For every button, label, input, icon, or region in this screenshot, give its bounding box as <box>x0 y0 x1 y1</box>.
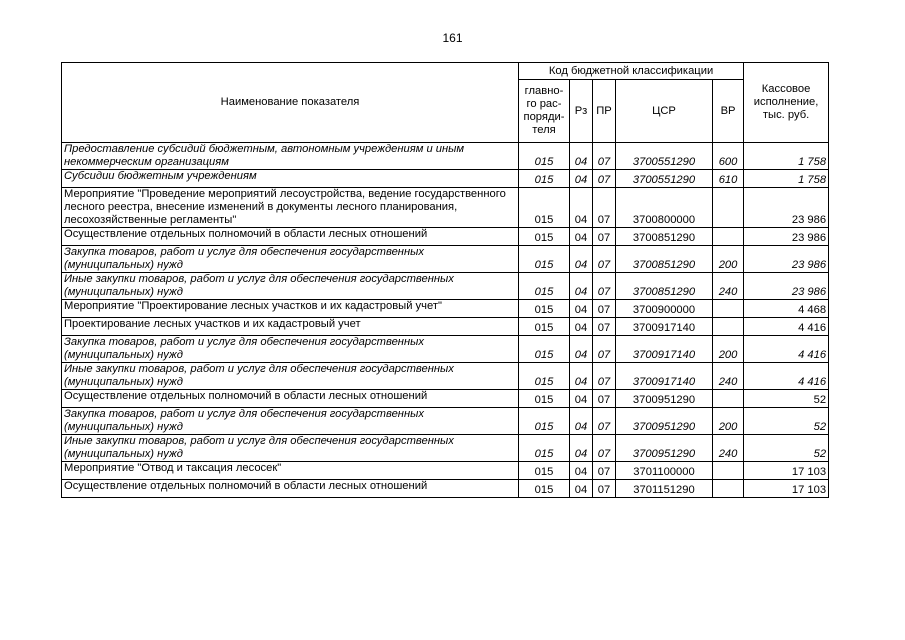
table-row <box>62 300 829 318</box>
row-gr: 015 <box>519 188 570 228</box>
row-sum: 23 986 <box>744 273 829 300</box>
row-sum: 4 416 <box>744 318 829 336</box>
row-csr: 3700900000 <box>616 300 713 318</box>
row-rz: 04 <box>570 462 593 480</box>
row-gr: 015 <box>519 318 570 336</box>
row-pr: 07 <box>593 143 616 170</box>
header-gr: главно-го рас-поряди-теля <box>519 80 570 143</box>
row-pr: 07 <box>593 228 616 246</box>
table-row <box>62 480 829 498</box>
table-row <box>62 228 829 246</box>
row-gr: 015 <box>519 336 570 363</box>
row-rz: 04 <box>570 408 593 435</box>
row-gr: 015 <box>519 300 570 318</box>
table-row <box>62 318 829 336</box>
row-pr: 07 <box>593 318 616 336</box>
table-row <box>62 435 829 462</box>
row-csr: 3700551290 <box>616 170 713 188</box>
row-rz: 04 <box>570 435 593 462</box>
table-row <box>62 246 829 273</box>
row-sum: 1 758 <box>744 143 829 170</box>
row-sum: 23 986 <box>744 188 829 228</box>
row-pr: 07 <box>593 480 616 498</box>
row-rz: 04 <box>570 300 593 318</box>
row-csr: 3701100000 <box>616 462 713 480</box>
row-vr <box>713 318 744 336</box>
row-vr <box>713 300 744 318</box>
row-pr: 07 <box>593 336 616 363</box>
row-name: Закупка товаров, работ и услуг для обеспечения государственных (муниципальных) нужд <box>62 336 519 363</box>
row-csr: 3700851290 <box>616 273 713 300</box>
row-pr: 07 <box>593 300 616 318</box>
row-vr: 240 <box>713 435 744 462</box>
row-sum: 17 103 <box>744 480 829 498</box>
row-pr: 07 <box>593 408 616 435</box>
row-name: Иные закупки товаров, работ и услуг для обеспечения государственных (муниципальных) нужд <box>62 363 519 390</box>
row-vr <box>713 390 744 408</box>
row-gr: 015 <box>519 435 570 462</box>
row-name: Субсидии бюджетным учреждениям <box>62 170 519 188</box>
row-rz: 04 <box>570 273 593 300</box>
row-pr: 07 <box>593 435 616 462</box>
row-name: Мероприятие "Отвод и таксация лесосек" <box>62 462 519 480</box>
row-pr: 07 <box>593 170 616 188</box>
row-csr: 3700851290 <box>616 246 713 273</box>
row-gr: 015 <box>519 170 570 188</box>
row-gr: 015 <box>519 363 570 390</box>
row-sum: 4 416 <box>744 363 829 390</box>
row-name: Иные закупки товаров, работ и услуг для обеспечения государственных (муниципальных) нужд <box>62 435 519 462</box>
row-rz: 04 <box>570 170 593 188</box>
row-gr: 015 <box>519 228 570 246</box>
row-name: Мероприятие "Проведение мероприятий лесоустройства, ведение государственного лесного реестра, внесение изменений в документы лесного планирования, лесохозяйственные регламенты" <box>62 188 519 228</box>
row-sum: 17 103 <box>744 462 829 480</box>
row-rz: 04 <box>570 390 593 408</box>
table-row <box>62 408 829 435</box>
row-sum: 23 986 <box>744 228 829 246</box>
header-sum: Кассовое исполнение, тыс. руб. <box>744 63 829 143</box>
row-gr: 015 <box>519 408 570 435</box>
row-sum: 52 <box>744 408 829 435</box>
row-name: Осуществление отдельных полномочий в области лесных отношений <box>62 228 519 246</box>
table-row <box>62 363 829 390</box>
table-row <box>62 273 829 300</box>
page-number: 161 <box>442 31 463 45</box>
row-rz: 04 <box>570 143 593 170</box>
header-pr: ПР <box>593 80 616 143</box>
row-vr: 200 <box>713 336 744 363</box>
row-csr: 3700917140 <box>616 363 713 390</box>
row-vr <box>713 462 744 480</box>
budget-table <box>61 62 829 498</box>
row-vr <box>713 188 744 228</box>
row-name: Закупка товаров, работ и услуг для обеспечения государственных (муниципальных) нужд <box>62 246 519 273</box>
header-vr: ВР <box>713 80 744 143</box>
row-pr: 07 <box>593 363 616 390</box>
row-rz: 04 <box>570 228 593 246</box>
row-sum: 23 986 <box>744 246 829 273</box>
row-csr: 3700551290 <box>616 143 713 170</box>
row-gr: 015 <box>519 462 570 480</box>
row-name: Мероприятие "Проектирование лесных участков и их кадастровый учет" <box>62 300 519 318</box>
row-rz: 04 <box>570 188 593 228</box>
row-name: Иные закупки товаров, работ и услуг для обеспечения государственных (муниципальных) нужд <box>62 273 519 300</box>
row-csr: 3701151290 <box>616 480 713 498</box>
row-name: Закупка товаров, работ и услуг для обеспечения государственных (муниципальных) нужд <box>62 408 519 435</box>
row-pr: 07 <box>593 188 616 228</box>
row-rz: 04 <box>570 336 593 363</box>
row-pr: 07 <box>593 273 616 300</box>
row-vr: 240 <box>713 273 744 300</box>
table-row <box>62 390 829 408</box>
row-csr: 3700951290 <box>616 408 713 435</box>
row-pr: 07 <box>593 246 616 273</box>
row-name: Осуществление отдельных полномочий в области лесных отношений <box>62 480 519 498</box>
table-row <box>62 188 829 228</box>
row-vr: 200 <box>713 246 744 273</box>
row-csr: 3700917140 <box>616 318 713 336</box>
row-rz: 04 <box>570 318 593 336</box>
row-gr: 015 <box>519 390 570 408</box>
row-sum: 1 758 <box>744 170 829 188</box>
table-body <box>62 143 829 498</box>
header-rz: Рз <box>570 80 593 143</box>
row-vr: 240 <box>713 363 744 390</box>
row-csr: 3700917140 <box>616 336 713 363</box>
row-name: Проектирование лесных участков и их кадастровый учет <box>62 318 519 336</box>
table-row <box>62 462 829 480</box>
row-vr: 600 <box>713 143 744 170</box>
row-pr: 07 <box>593 462 616 480</box>
table-row <box>62 143 829 170</box>
row-rz: 04 <box>570 246 593 273</box>
table-row <box>62 336 829 363</box>
row-name: Осуществление отдельных полномочий в области лесных отношений <box>62 390 519 408</box>
row-rz: 04 <box>570 363 593 390</box>
row-vr <box>713 228 744 246</box>
row-gr: 015 <box>519 273 570 300</box>
row-csr: 3700951290 <box>616 435 713 462</box>
row-csr: 3700800000 <box>616 188 713 228</box>
row-sum: 52 <box>744 390 829 408</box>
header-name: Наименование показателя <box>62 63 519 143</box>
row-gr: 015 <box>519 480 570 498</box>
row-sum: 4 416 <box>744 336 829 363</box>
row-vr: 200 <box>713 408 744 435</box>
row-vr: 610 <box>713 170 744 188</box>
row-sum: 52 <box>744 435 829 462</box>
row-csr: 3700851290 <box>616 228 713 246</box>
row-vr <box>713 480 744 498</box>
row-sum: 4 468 <box>744 300 829 318</box>
header-code-group: Код бюджетной классификации <box>519 63 744 80</box>
row-rz: 04 <box>570 480 593 498</box>
row-gr: 015 <box>519 246 570 273</box>
row-pr: 07 <box>593 390 616 408</box>
row-name: Предоставление субсидий бюджетным, автономным учреждениям и иным некоммерческим организациям <box>62 143 519 170</box>
row-csr: 3700951290 <box>616 390 713 408</box>
table-row <box>62 170 829 188</box>
header-csr: ЦСР <box>616 80 713 143</box>
row-gr: 015 <box>519 143 570 170</box>
